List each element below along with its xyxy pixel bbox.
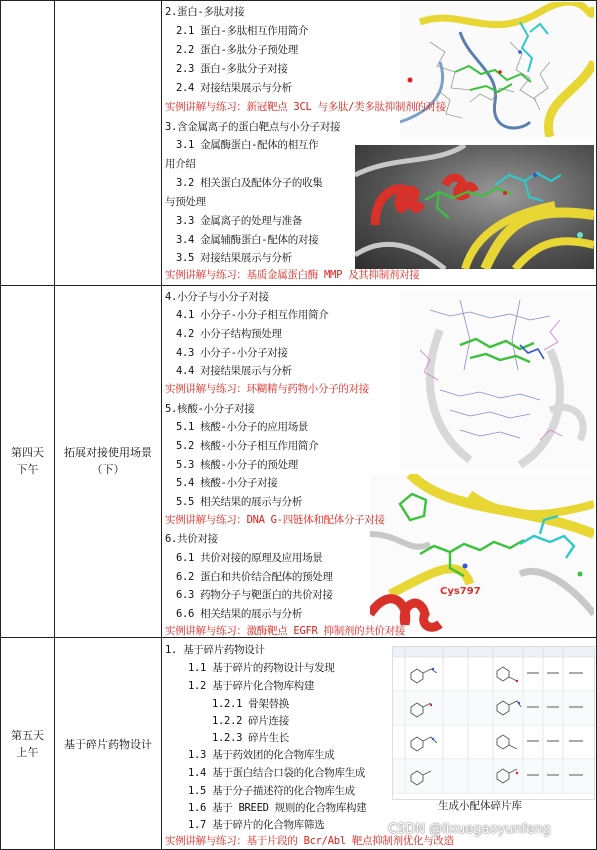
subsection-item: 3.2 相关蛋白及配体分子的收集 xyxy=(176,177,323,189)
section-heading: 3.含金属离子的蛋白靶点与小分子对接 xyxy=(165,121,341,133)
section-heading: 5.核酸-小分子对接 xyxy=(165,403,255,415)
subsection-item: 2.1 蛋白-多肽相互作用简介 xyxy=(176,25,309,37)
section-heading: 1. 基于碎片药物设计 xyxy=(165,644,265,656)
subsection-item: 3.5 对接结果展示与分析 xyxy=(176,252,292,264)
subsection-item: 1.5 基于分子描述符的化合物库生成 xyxy=(188,785,355,797)
section-heading: 2.蛋白-多肽对接 xyxy=(165,6,245,18)
subsection-item: 5.3 核酸-小分子的预处理 xyxy=(176,459,298,471)
practice-exercise: 实例讲解与练习：激酶靶点 EGFR 抑制剂的共价对接 xyxy=(165,625,406,637)
subsection-item: 1.7 基于碎片的化合物库筛选 xyxy=(188,819,325,831)
subsection-item: 5.5 相关结果的展示与分析 xyxy=(176,496,303,508)
metalloprotein-docking-image xyxy=(355,145,594,269)
subsection-item-continued: 与预处理 xyxy=(165,196,206,208)
subsection-item: 2.4 对接结果展示与分析 xyxy=(176,82,292,94)
subsection-item: 1.3 基于药效团的化合物库生成 xyxy=(188,749,335,761)
section-heading: 6.共价对接 xyxy=(165,533,218,545)
section-heading: 4.小分子与小分子对接 xyxy=(165,291,269,303)
covalent-docking-egfr-image xyxy=(370,474,594,632)
topic-cell: 基于碎片药物设计 xyxy=(64,738,152,751)
table-border-left xyxy=(0,0,1,850)
subsection-item: 5.1 核酸-小分子的应用场景 xyxy=(176,421,309,433)
subsection-item: 1.4 基于蛋白结合口袋的化合物库生成 xyxy=(188,767,366,779)
subsection-item: 3.3 金属离子的处理与准备 xyxy=(176,215,303,227)
subsection-item: 4.2 小分子结构预处理 xyxy=(176,328,282,340)
subsection-item: 1.6 基于 BREED 规则的化合物库构建 xyxy=(188,802,367,814)
practice-exercise: 实例讲解与练习：基于片段的 Bcr/Abl 靶点抑制剂优化与改造 xyxy=(165,835,454,847)
subsection-item: 3.4 金属辅酶蛋白-配体的对接 xyxy=(176,234,319,246)
topic-cell: 拓展对接使用场景 （下） xyxy=(64,446,152,476)
practice-exercise: 实例讲解与练习：基质金属蛋白酶 MMP 及其抑制剂对接 xyxy=(165,269,420,281)
subsection-item: 5.4 核酸-小分子对接 xyxy=(176,477,278,489)
cyclodextrin-dna-docking-image xyxy=(400,290,594,470)
subsection-item-continued: 用介绍 xyxy=(165,158,196,170)
subsection-item: 6.3 药物分子与靶蛋白的共价对接 xyxy=(176,589,333,601)
subsection-item: 4.1 小分子-小分子相互作用简介 xyxy=(176,309,329,321)
subsection-item: 6.6 相关结果的展示与分析 xyxy=(176,608,303,620)
subsection-item: 6.1 共价对接的原理及应用场景 xyxy=(176,552,323,564)
sub-subsection-item: 1.2.2 碎片连接 xyxy=(212,715,289,727)
sub-subsection-item: 1.2.1 骨架替换 xyxy=(212,698,289,710)
day-cell: 第五天 上午 xyxy=(11,729,44,759)
table-border-top xyxy=(0,0,597,1)
subsection-item: 1.1 基于碎片的药物设计与发现 xyxy=(188,662,335,674)
watermark: CSDN @lixuegaoyunfeng xyxy=(388,822,551,837)
row-divider xyxy=(0,285,597,286)
practice-exercise: 实例讲解与练习：环糊精与药物小分子的对接 xyxy=(165,383,369,395)
subsection-item: 4.4 对接结果展示与分析 xyxy=(176,365,292,377)
subsection-item: 2.3 蛋白-多肽分子对接 xyxy=(176,63,288,75)
practice-exercise: 实例讲解与练习：DNA G-四链体和配体分子对接 xyxy=(165,514,385,526)
practice-exercise: 实例讲解与练习：新冠靶点 3CL 与多肽/类多肽抑制剂的对接 xyxy=(165,101,446,113)
protein-peptide-docking-image xyxy=(400,2,594,137)
sub-subsection-item: 1.2.3 碎片生长 xyxy=(212,732,289,744)
fragment-library-caption: 生成小配体碎片库 xyxy=(438,800,522,812)
subsection-item: 6.2 蛋白和共价结合配体的预处理 xyxy=(176,571,333,583)
subsection-item: 4.3 小分子-小分子对接 xyxy=(176,347,288,359)
subsection-item: 1.2 基于碎片化合物库构建 xyxy=(188,680,315,692)
subsection-item: 2.2 蛋白-多肽分子预处理 xyxy=(176,44,298,56)
day-cell: 第四天 下午 xyxy=(11,446,44,476)
residue-label: Cys797 xyxy=(440,586,481,597)
column-divider xyxy=(54,0,55,850)
subsection-item: 3.1 金属酶蛋白-配体的相互作 xyxy=(176,139,319,151)
fragment-library-table-image xyxy=(392,646,595,800)
column-divider xyxy=(161,0,162,850)
subsection-item: 5.2 核酸-小分子相互作用简介 xyxy=(176,440,319,452)
